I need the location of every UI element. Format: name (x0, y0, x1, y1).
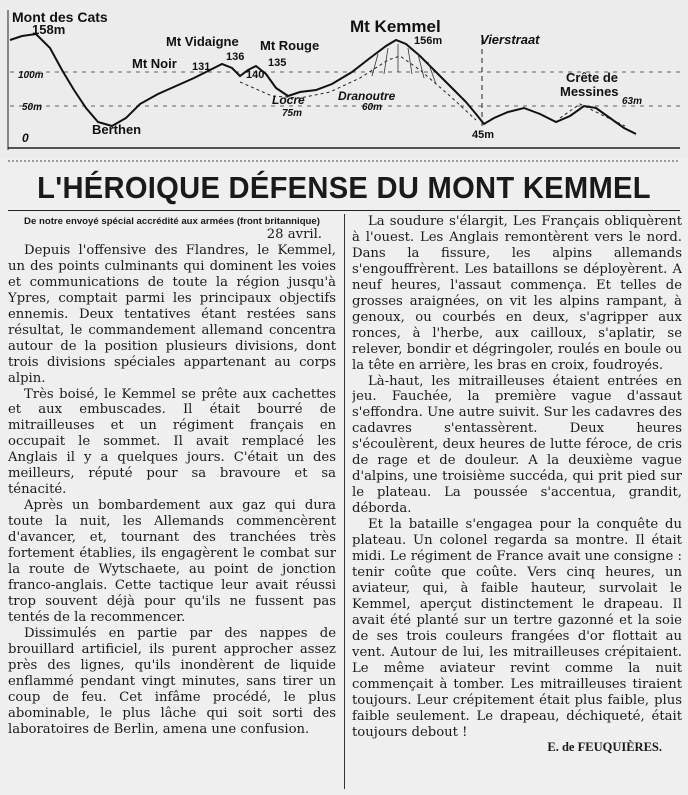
scale-0: 0 (22, 131, 29, 145)
label-mt-rouge: Mt Rouge (260, 38, 320, 53)
label-noir-alt: 131 (192, 61, 211, 73)
paragraph: Depuis l'offensive des Flandres, le Kemmel, un des points culminants qui dominent les voies et communications de toute la région jusqu'à Ypres, comptait parmi les principaux objectifs ennemis. Deux tentatives étant restées sans résultat, le commandement allemand concentra autour de la position plusieurs divisions, dont trois divisions spéciales appartenant au corps alpin. (8, 242, 336, 386)
label-vidaigne-alt: 136 (226, 51, 245, 63)
label-mont-des-cats: Mont des Cats (12, 9, 108, 25)
ornamental-rule (0, 156, 688, 166)
paragraph: Très boisé, le Kemmel se prête aux cachettes et aux embuscades. Il était bourré de mitrailleuses et un régiment français en occupait le sommet. Il avait remplacé les Anglais il y a quelques jours. C'était un des meilleurs, réputé pour sa bravoure et sa ténacité. (8, 386, 336, 498)
label-crete-de: Crête de (566, 70, 619, 85)
label-mt-kemmel: Mt Kemmel (350, 17, 441, 36)
label-locre: Locre (272, 93, 305, 107)
label-messines: Messines (560, 84, 619, 99)
column-divider (344, 214, 345, 789)
scale-50: 50m (22, 102, 43, 113)
label-alt-140: 140 (246, 69, 265, 81)
label-vierstraat: Vierstraat (480, 32, 540, 47)
terrain-profile-illustration (0, 0, 688, 158)
article-column-2 (352, 214, 682, 791)
signature: E. de FEUQUIÈRES. (547, 740, 662, 755)
byline: De notre envoyé spécial accrédité aux armées (front britannique) (24, 216, 320, 227)
paragraph: Et la bataille s'engagea pour la conquête du plateau. Un colonel regarda sa montre. Il était midi. Le régiment de France avait une consigne : tenir coûte que coûte. Vers cinq heures, un aviateur, qui, à faible hauteur, survolait le Kemmel, aperçut distinctement le drapeau. Il avait été planté sur un tertre gazonné et la soie de ses trois couleurs frangées d'or flottait au vent. Autour de lui, les mitrailleuses crépitaient. Le même aviateur revint comme la nuit commençait à tomber. Les mitrailleuses tiraient toujours. Leur crépitement était plus faible, plus faible seulement. Le drapeau, déchiqueté, était toujours debout ! (352, 517, 682, 740)
dateline: 28 avril. (266, 227, 322, 242)
paragraph: Après un bombardement aux gaz qui dura toute la nuit, les Allemands commencèrent d'avancer, et, tournant des tranchées très fortement établies, ils engagèrent le combat sur la route de Wytschaete, au point de jonction franco-anglais. Cette tactique leur avait réussi trop souvent déjà pour qu'ils ne fussent pas tentés de la recommencer. (8, 498, 336, 625)
headline: L'HÉROIQUE DÉFENSE DU MONT KEMMEL (37, 170, 651, 205)
label-kemmel-alt: 156m (414, 35, 443, 47)
paragraph: Là-haut, les mitrailleuses étaient entrées en jeu. Fauchée, la première vague d'assaut s'effondra. Une autre suivit. Sur les cadavres des cadavres s'entassèrent. Deux heures s'écoulèrent, deux heures de lutte féroce, de cris de rage et de douleur. A la deuxième vague d'alpins, une troisième succéda, qui prit pied sur le plateau. La poussée s'accentua, grandit, déborda. (352, 373, 682, 517)
label-mont-des-cats-alt: 158m (32, 22, 66, 37)
label-rouge-alt: 135 (268, 57, 287, 69)
article-column-1 (8, 214, 336, 791)
headline-rule (8, 210, 680, 211)
label-dranoutre-alt: 60m (362, 102, 383, 113)
label-alt-45: 45m (472, 129, 495, 141)
label-messines-alt: 63m (622, 96, 643, 107)
paragraph: Dissimulés en partie par des nappes de brouillard artificiel, ils purent approcher assez près des lignes, qu'ils inondèrent de liquide enflammé pendant vingt minutes, sans tirer un coup de feu. Cet infâme procédé, le plus abominable, le plus lâche qui soit sorti des laboratoires de Berlin, amena une confusion. (8, 625, 336, 737)
paragraph: La soudure s'élargit, Les Français obliquèrent à l'ouest. Les Anglais remontèrent vers le nord. Dans la fissure, les alpins allemands s'engouffrèrent. Les bataillons se déployèrent. A neuf heures, l'assaut commença. Et telles de grosses araignées, on vit les alpins rampant, à genoux, ou courbés en deux, s'agripper aux ronces, à l'herbe, aux cailloux, s'aplatir, se relever, bondir et dégringoler, roulés en boule ou la tête en arrière, les bras en croix, foudroyés. (352, 214, 682, 373)
label-dranoutre: Dranoutre (338, 89, 396, 103)
label-berthen: Berthen (92, 122, 142, 137)
scale-100: 100m (18, 70, 44, 81)
label-mt-vidaigne: Mt Vidaigne (166, 34, 239, 49)
label-locre-alt: 75m (282, 108, 303, 119)
label-mt-noir: Mt Noir (132, 56, 177, 71)
